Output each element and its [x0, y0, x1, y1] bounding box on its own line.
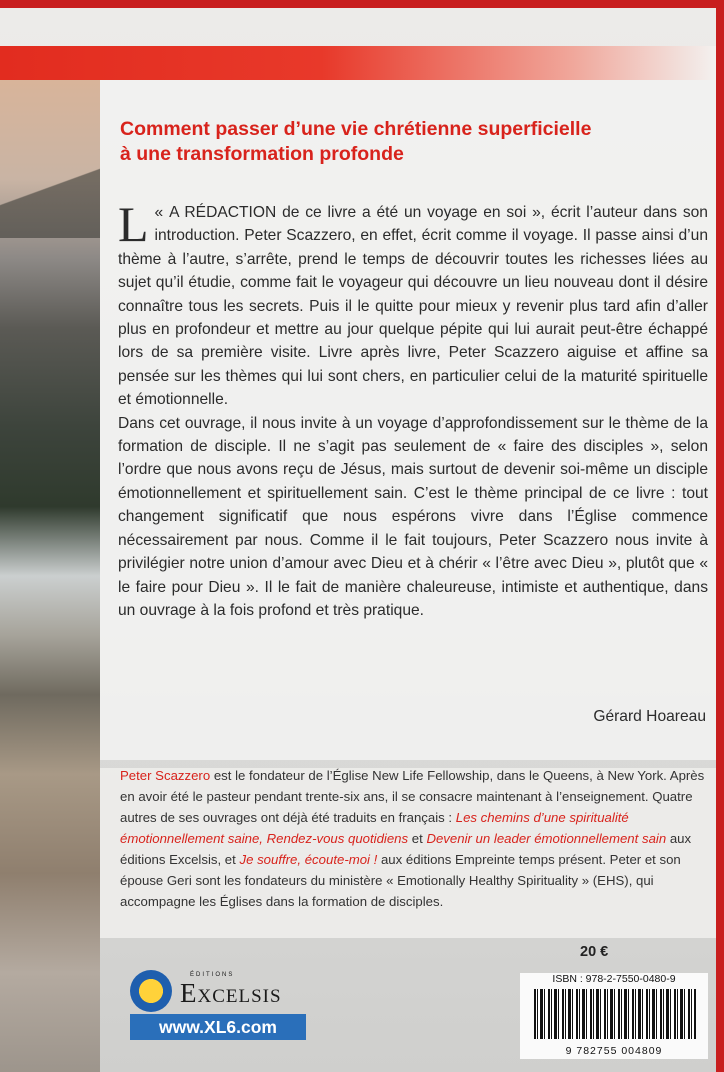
title-line-2: à une transformation profonde [120, 143, 404, 165]
red-header-band [0, 46, 716, 80]
blurb-paragraph-1 [118, 196, 708, 412]
review-signature: Gérard Hoareau [593, 708, 706, 725]
publisher-logo [130, 968, 310, 1013]
publisher-small-label: ÉDITIONS [190, 972, 235, 978]
smallcaps-lead: A RÉDACTION [169, 204, 277, 221]
bio-text-2: et [408, 831, 427, 846]
title-line-1: Comment passer d’une vie chrétienne superficielle [120, 118, 592, 140]
price-label: 20 € [580, 944, 609, 960]
book-separator: , [259, 831, 267, 846]
author-name: Peter Scazzero [120, 768, 211, 783]
cover-title [120, 117, 710, 167]
publisher-name: Excelsis [180, 978, 282, 1008]
blurb-paragraph-2: Dans cet ouvrage, il nous invite à un voyage d’approfondissement sur le thème de la formation de disciple. Il ne s’agit pas seulement de « faire des disciples », selon l’ordre que nous avons reçu de Jésus, mais surtout de devenir soi-même un disciple émotionnellement et spirituellement sain. C’est le thème principal de ce livre : tout changement significatif que nous espérons vivre dans l’Église commence nécessairement par nous. Comme il le fait toujours, Peter Scazzero nous invite à privilégier notre union d’amour avec Dieu et à chérir « l’être avec Dieu », plutôt que « le faire pour Dieu ». Il le fait de manière chaleureuse, intimiste et authentique, dans un ouvrage à la fois profond et très pratique. [118, 414, 708, 619]
book-title-1: Les chemins d’une spiritualité émotionnellement saine [120, 810, 629, 846]
isbn-text: ISBN : 978-2-7550-0480-9 [552, 973, 676, 985]
book-title-3: Devenir un leader émotionnellement sain [426, 831, 667, 846]
mountain-shape [0, 158, 100, 238]
barcode [520, 973, 708, 1059]
author-bio [120, 765, 710, 912]
barcode-digits: 9 782755 004809 [565, 1045, 663, 1057]
bio-text-3: aux éditions Excelsis, et [120, 831, 692, 867]
drop-cap: L [118, 196, 149, 252]
paragraph-1-text: de ce livre a été un voyage en soi », écrit l’auteur dans son introduction. Peter Scazzero, en effet, écrit comme il voyage. Il passe ainsi d’un thème à l’autre, s’arrête, prend le temps de découvrir toutes les richesses liées au sujet qu’il étudie, comme fait le voyageur qui découvre un lieu nouveau dont il désire connaître tous les secrets. Puis il le quitte pour mieux y revenir plus tard afin d’aller plus en profondeur et mettre au jour quelque pépite qui lui aurait peut-être échappé lors de sa première visite. Livre après livre, Peter Scazzero aiguise et affine sa pensée sur les thèmes qui lui sont chers, en particulier celui de la maturité spirituelle et émotionnelle. [118, 204, 708, 409]
barcode-bars [534, 989, 696, 1039]
bio-text-1: est le fondateur de l’Église New Life Fellowship, dans le Queens, à New York. Après en avoir été le pasteur pendant trente-six ans, il se consacre maintenant à l’enseignement. Quatre autres de ses ouvrages ont déjà été traduits en français : [120, 768, 705, 825]
excelsis-logo-icon [130, 970, 172, 1012]
book-title-4: Je souffre, écoute-moi ! [239, 852, 378, 867]
book-title-2: Rendez-vous quotidiens [266, 831, 409, 846]
opening-quote: « [154, 204, 164, 221]
publisher-url[interactable]: www.XL6.com [130, 1014, 306, 1040]
blurb-text [118, 196, 708, 622]
bio-text-4: aux éditions Empreinte temps présent. Peter et son épouse Geri sont les fondateurs du ministère « Emotionally Healthy Spirituality » (EHS), qui accompagne les Églises dans la formation de disciples. [120, 852, 681, 909]
